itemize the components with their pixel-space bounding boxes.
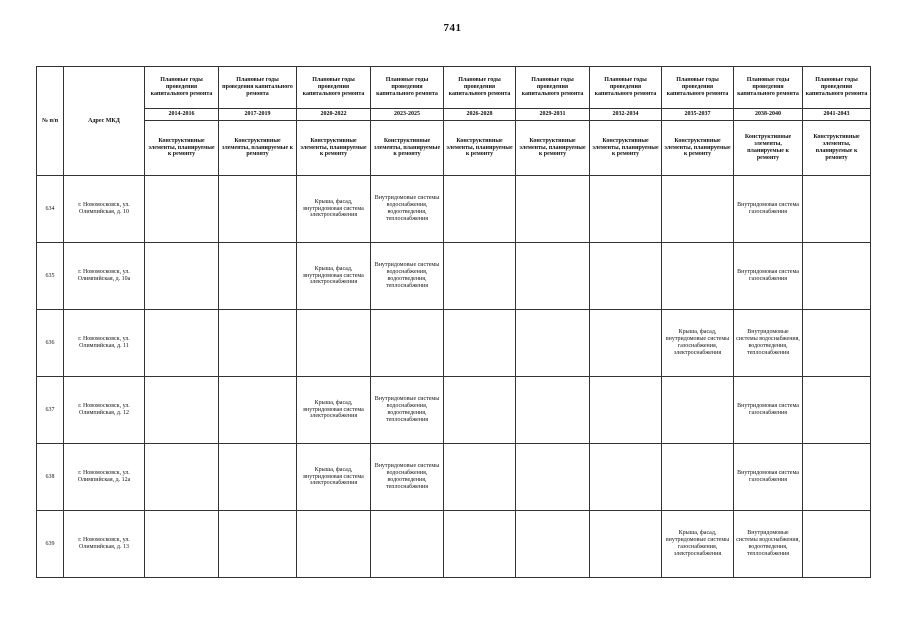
work-cell (444, 176, 516, 243)
work-cell (516, 310, 590, 377)
row-number: 635 (37, 243, 64, 310)
work-cell (662, 444, 734, 511)
work-cell (219, 176, 297, 243)
row-address: г. Новомосковск, ул. Олимпийская, д. 10 (64, 176, 145, 243)
work-cell (145, 377, 219, 444)
plan-years-header: Плановые годы проведения капитального ремонта (662, 67, 734, 109)
plan-years-header: Плановые годы проведения капитального ремонта (371, 67, 444, 109)
work-cell (371, 310, 444, 377)
work-cell (516, 243, 590, 310)
work-cell (145, 444, 219, 511)
work-cell: Крыша, фасад, внутридомовая система электроснабжения (297, 377, 371, 444)
plan-years-header: Плановые годы проведения капитального ремонта (297, 67, 371, 109)
work-cell (803, 511, 871, 578)
work-cell (516, 176, 590, 243)
work-cell (444, 511, 516, 578)
address-column-header: Адрес МКД (64, 67, 145, 176)
period-header: 2038-2040 (734, 109, 803, 121)
work-cell: Внутридомовые системы водоснабжения, водоотведения, теплоснабжения (371, 444, 444, 511)
elements-header: Конструктивные элементы, планируемые к ремонту (219, 121, 297, 176)
plan-years-header: Плановые годы проведения капитального ремонта (734, 67, 803, 109)
work-cell (803, 176, 871, 243)
work-cell: Внутридомовая система газоснабжения (734, 176, 803, 243)
plan-years-header: Плановые годы проведения капитального ремонта (590, 67, 662, 109)
work-cell (662, 377, 734, 444)
work-cell (803, 444, 871, 511)
work-cell (590, 444, 662, 511)
period-header: 2014-2016 (145, 109, 219, 121)
period-header: 2017-2019 (219, 109, 297, 121)
capital-repair-table (36, 66, 871, 578)
work-cell: Крыша, фасад, внутридомовая система электроснабжения (297, 243, 371, 310)
table-row (37, 377, 871, 444)
work-cell: Внутридомовые системы водоснабжения, водоотведения, теплоснабжения (371, 176, 444, 243)
work-cell: Крыша, фасад, внутридомовая система электроснабжения (297, 176, 371, 243)
period-header: 2026-2028 (444, 109, 516, 121)
period-header: 2032-2034 (590, 109, 662, 121)
row-number: 634 (37, 176, 64, 243)
table-row (37, 176, 871, 243)
work-cell (444, 310, 516, 377)
plan-years-header: Плановые годы проведения капитального ремонта (444, 67, 516, 109)
work-cell: Внутридомовая система газоснабжения (734, 377, 803, 444)
elements-header: Конструктивные элементы, планируемые к ремонту (145, 121, 219, 176)
period-header: 2029-2031 (516, 109, 590, 121)
elements-header: Конструктивные элементы, планируемые к ремонту (297, 121, 371, 176)
work-cell (145, 310, 219, 377)
work-cell: Крыша, фасад, внутридомовая система электроснабжения (297, 444, 371, 511)
work-cell (590, 377, 662, 444)
work-cell (590, 176, 662, 243)
work-cell (590, 511, 662, 578)
row-number: 639 (37, 511, 64, 578)
work-cell (297, 511, 371, 578)
elements-header: Конструктивные элементы, планируемые к ремонту (444, 121, 516, 176)
row-address: г. Новомосковск, ул. Олимпийская, д. 10а (64, 243, 145, 310)
work-cell (371, 511, 444, 578)
work-cell (516, 377, 590, 444)
work-cell (662, 243, 734, 310)
elements-header: Конструктивные элементы, планируемые к ремонту (516, 121, 590, 176)
row-address: г. Новомосковск, ул. Олимпийская, д. 13 (64, 511, 145, 578)
period-header: 2041-2043 (803, 109, 871, 121)
table-row (37, 310, 871, 377)
work-cell (297, 310, 371, 377)
work-cell (219, 310, 297, 377)
work-cell (803, 310, 871, 377)
work-cell (516, 444, 590, 511)
page-number: 741 (443, 22, 462, 34)
work-cell: Внутридомовые системы водоснабжения, водоотведения, теплоснабжения (734, 310, 803, 377)
work-cell: Крыша, фасад, внутридомовые системы газоснабжения, электроснабжения (662, 511, 734, 578)
work-cell: Внутридомовая система газоснабжения (734, 444, 803, 511)
plan-years-header: Плановые годы проведения капитального ремонта (145, 67, 219, 109)
plan-years-header: Плановые годы проведения капитального ремонта (803, 67, 871, 109)
work-cell (219, 511, 297, 578)
work-cell (145, 176, 219, 243)
work-cell (145, 511, 219, 578)
row-number: 636 (37, 310, 64, 377)
elements-header: Конструктивные элементы, планируемые к ремонту (371, 121, 444, 176)
row-address: г. Новомосковск, ул. Олимпийская, д. 11 (64, 310, 145, 377)
elements-header: Конструктивные элементы, планируемые к ремонту (662, 121, 734, 176)
work-cell (662, 176, 734, 243)
plan-years-header: Плановые годы проведения капитального ремонта (516, 67, 590, 109)
table-row (37, 243, 871, 310)
elements-header: Конструктивные элементы, планируемые к ремонту (590, 121, 662, 176)
work-cell: Внутридомовые системы водоснабжения, водоотведения, теплоснабжения (371, 377, 444, 444)
num-column-header: № п/п (37, 67, 64, 176)
work-cell (219, 377, 297, 444)
work-cell (803, 243, 871, 310)
work-cell (590, 243, 662, 310)
work-cell (590, 310, 662, 377)
work-cell: Внутридомовая система газоснабжения (734, 243, 803, 310)
plan-years-header: Плановые годы проведения капитального ремонта (219, 67, 297, 109)
work-cell: Внутридомовые системы водоснабжения, водоотведения, теплоснабжения (371, 243, 444, 310)
elements-header: Конструктивные элементы, планируемые к ремонту (734, 121, 803, 176)
table-row (37, 444, 871, 511)
row-address: г. Новомосковск, ул. Олимпийская, д. 12а (64, 444, 145, 511)
table-row (37, 511, 871, 578)
work-cell (444, 444, 516, 511)
period-header: 2023-2025 (371, 109, 444, 121)
work-cell: Внутридомовые системы водоснабжения, водоотведения, теплоснабжения (734, 511, 803, 578)
work-cell (145, 243, 219, 310)
row-number: 638 (37, 444, 64, 511)
period-header: 2035-2037 (662, 109, 734, 121)
period-header: 2020-2022 (297, 109, 371, 121)
row-address: г. Новомосковск, ул. Олимпийская, д. 12 (64, 377, 145, 444)
work-cell (516, 511, 590, 578)
work-cell: Крыша, фасад, внутридомовые системы газоснабжения, электроснабжения (662, 310, 734, 377)
work-cell (444, 377, 516, 444)
row-number: 637 (37, 377, 64, 444)
work-cell (219, 243, 297, 310)
work-cell (219, 444, 297, 511)
work-cell (803, 377, 871, 444)
elements-header: Конструктивные элементы, планируемые к ремонту (803, 121, 871, 176)
work-cell (444, 243, 516, 310)
